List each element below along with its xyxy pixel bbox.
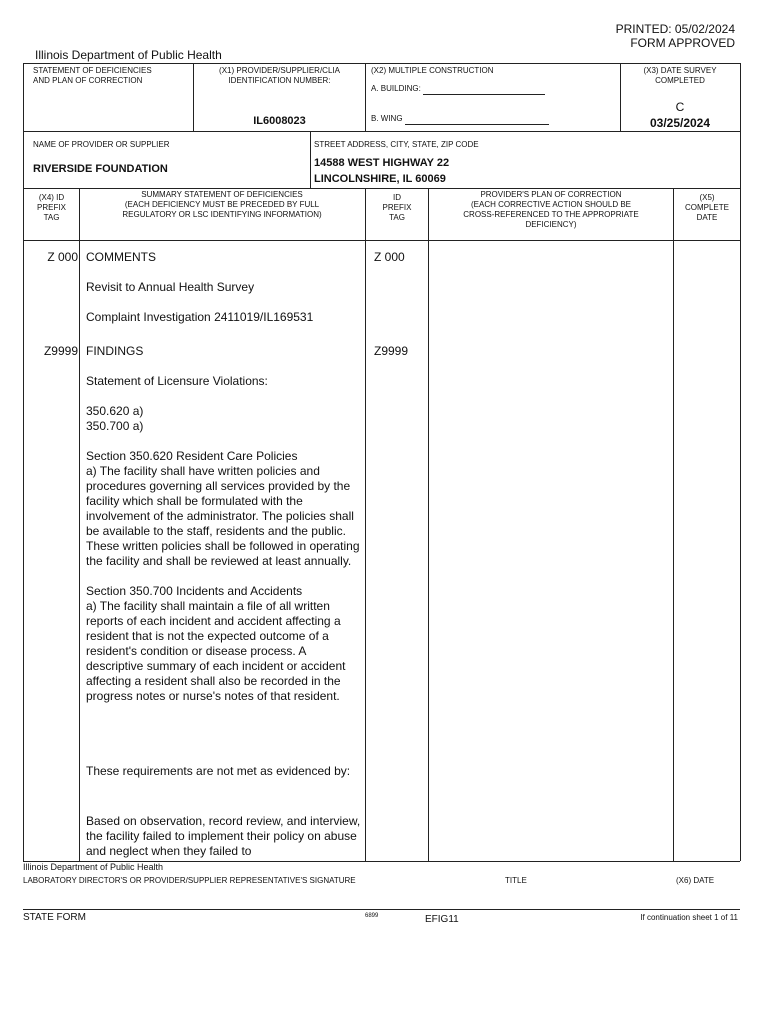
entry-paragraph: Complaint Investigation 2411019/IL169531 [86, 310, 314, 324]
entry-tag: Z 000 [47, 250, 78, 264]
entry-paragraph: Revisit to Annual Health Survey [86, 280, 255, 294]
footer-agency: Illinois Department of Public Health [23, 862, 164, 872]
city-state-zip: LINCOLNSHIRE, IL 60069 [314, 173, 446, 185]
col-summary-header: SUMMARY STATEMENT OF DEFICIENCIES (EACH DEFICIENCY MUST BE PRECEDED BY FULL REGULATORY OR LSC IDENTIFYING INFORMATION) [122, 190, 322, 219]
form-code: EFIG11 [425, 914, 459, 925]
x3-date: 03/25/2024 [649, 116, 711, 130]
entry-heading: COMMENTS [86, 250, 156, 264]
entry-paragraph: These requirements are not met as evidenced by: [86, 764, 351, 778]
col-x4-header: (X4) ID PREFIX TAG [37, 193, 66, 222]
x2-label: (X2) MULTIPLE CONSTRUCTION [371, 66, 494, 75]
x1-value: IL6008023 [253, 115, 306, 127]
building-label: A. BUILDING: [371, 84, 421, 93]
entry-findings [86, 344, 364, 874]
entry-spacer [86, 719, 364, 749]
continuation-sheet: If continuation sheet 1 of 11 [640, 913, 738, 922]
entry-spacer [86, 794, 364, 799]
form-approved: FORM APPROVED [630, 36, 735, 50]
wing-field [405, 114, 549, 125]
entry-paragraph: Based on observation, record review, and interview, the facility failed to implement their policy on abuse and neglect when they failed to [86, 814, 361, 858]
date-label: (X6) DATE [676, 876, 715, 885]
col-plan-header: PROVIDER'S PLAN OF CORRECTION (EACH CORRECTIVE ACTION SHOULD BE CROSS-REFERENCED TO THE APPROPRIATE DEFICIENCY) [463, 190, 639, 229]
wing-label: B. WING [371, 114, 403, 123]
col-x5-header: (X5) COMPLETE DATE [684, 193, 729, 222]
building-field [423, 84, 545, 95]
entry-comments [86, 250, 364, 340]
provider-name: RIVERSIDE FOUNDATION [33, 163, 168, 175]
statement-label: STATEMENT OF DEFICIENCIES AND PLAN OF CORRECTION [33, 66, 152, 85]
printed-date: PRINTED: 05/02/2024 [615, 22, 735, 36]
form-number: 6899 [365, 913, 379, 919]
state-form-label: STATE FORM [23, 912, 86, 923]
agency-name: Illinois Department of Public Health [35, 48, 222, 62]
entry-id-tag: Z 000 [374, 250, 405, 264]
x3-code: C [675, 100, 685, 114]
x3-label: (X3) DATE SURVEY COMPLETED [643, 66, 717, 85]
title-label: TITLE [505, 876, 527, 885]
entry-paragraph: Statement of Licensure Violations: [86, 374, 268, 388]
entry-paragraph: 350.620 a) 350.700 a) [86, 404, 144, 433]
entry-heading: FINDINGS [86, 344, 144, 358]
entry-tag: Z9999 [43, 344, 78, 358]
address-label: STREET ADDRESS, CITY, STATE, ZIP CODE [314, 140, 479, 149]
col-id-header: ID PREFIX TAG [382, 193, 412, 222]
entry-id-tag: Z9999 [374, 344, 409, 358]
signature-label: LABORATORY DIRECTOR'S OR PROVIDER/SUPPLIER REPRESENTATIVE'S SIGNATURE [23, 876, 356, 885]
entry-paragraph: Section 350.700 Incidents and Accidents a) The facility shall maintain a file of all written reports of each incident and accident affecting a resident that is not the expected outcome of a resident's condition or disease process. A descriptive summary of each incident or accident affecting a resident shall also be recorded in the progress notes or nurse's notes of that resident. [86, 584, 346, 703]
x1-label: (X1) PROVIDER/SUPPLIER/CLIA IDENTIFICATION NUMBER: [219, 66, 340, 85]
provider-name-label: NAME OF PROVIDER OR SUPPLIER [33, 140, 170, 149]
street-address: 14588 WEST HIGHWAY 22 [314, 157, 450, 169]
entry-paragraph: Section 350.620 Resident Care Policies a) The facility shall have written policies and procedures governing all services provided by the facility which shall be formulated with the involvement of the administrator. The policies shall be available to the staff, residents and the public. These written policies shall be followed in operating the facility and shall be reviewed at least annually. [86, 449, 360, 568]
